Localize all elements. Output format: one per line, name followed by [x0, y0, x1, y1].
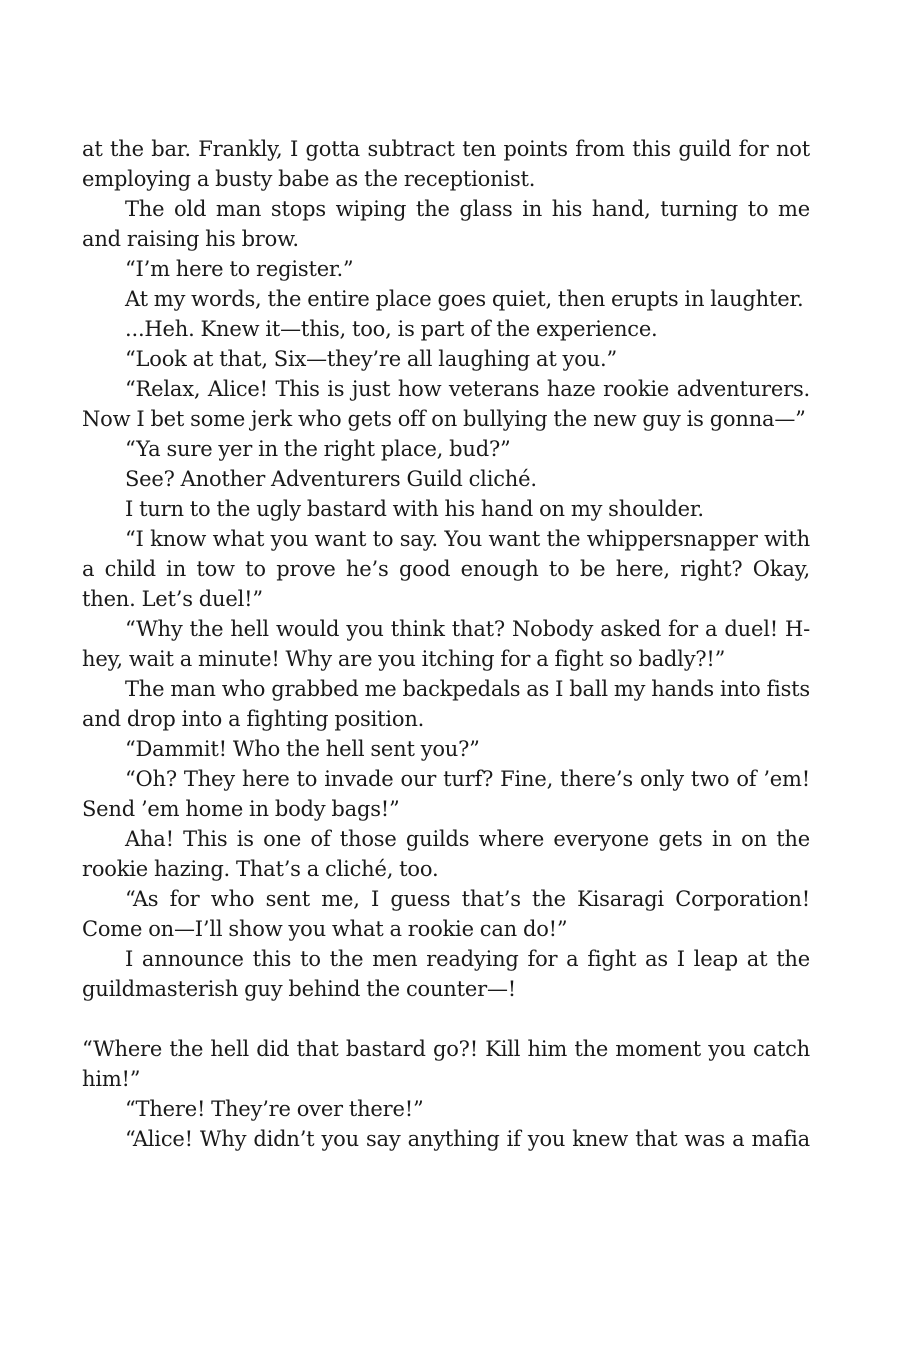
- paragraph-continues: “Alice! Why didn’t you say anything if you knew that was a mafia: [125, 1127, 810, 1151]
- paragraph-scene-start: “Where the hell did that bastard go?! Kill him the moment you catch him!”: [82, 1037, 810, 1091]
- paragraph: “Dammit! Who the hell sent you?”: [125, 737, 480, 761]
- paragraph: I turn to the ugly bastard with his hand on my shoulder.: [125, 497, 704, 521]
- paragraph: “Relax, Alice! This is just how veterans haze rookie adventurers. Now I bet some jerk who gets off on bullying the new guy is gonna—”: [82, 377, 810, 431]
- paragraph: ...Heh. Knew it—this, too, is part of the experience.: [125, 317, 658, 341]
- paragraph: “There! They’re over there!”: [125, 1097, 424, 1121]
- paragraph: “I’m here to register.”: [125, 257, 354, 281]
- paragraph: “I know what you want to say. You want the whippersnapper with a child in tow to prove he’s good enough to be here, right? Okay, then. Let’s duel!”: [82, 527, 810, 611]
- paragraph: The old man stops wiping the glass in his hand, turning to me and raising his brow.: [82, 197, 810, 251]
- paragraph: Aha! This is one of those guilds where everyone gets in on the rookie hazing. That’s a cliché, too.: [82, 827, 810, 881]
- paragraph: “Oh? They here to invade our turf? Fine, there’s only two of ’em! Send ’em home in body bags!”: [82, 767, 810, 821]
- paragraph: “As for who sent me, I guess that’s the Kisaragi Corporation! Come on—I’ll show you what a rookie can do!”: [82, 887, 810, 941]
- paragraph: “Look at that, Six—they’re all laughing at you.”: [125, 347, 617, 371]
- scene-break: [82, 1004, 810, 1034]
- paragraph: See? Another Adventurers Guild cliché.: [125, 467, 537, 491]
- paragraph-continued: at the bar. Frankly, I gotta subtract ten points from this guild for not employing a busty babe as the receptionist.: [82, 137, 810, 191]
- paragraph: “Ya sure yer in the right place, bud?”: [125, 437, 511, 461]
- paragraph: The man who grabbed me backpedals as I ball my hands into fists and drop into a fighting position.: [82, 677, 810, 731]
- book-page: [82, 134, 810, 1154]
- paragraph: I announce this to the men readying for a fight as I leap at the guildmasterish guy behind the counter—!: [82, 947, 810, 1001]
- paragraph: At my words, the entire place goes quiet, then erupts in laughter.: [125, 287, 804, 311]
- paragraph: “Why the hell would you think that? Nobody asked for a duel! H-hey, wait a minute! Why are you itching for a fight so badly?!”: [82, 617, 810, 671]
